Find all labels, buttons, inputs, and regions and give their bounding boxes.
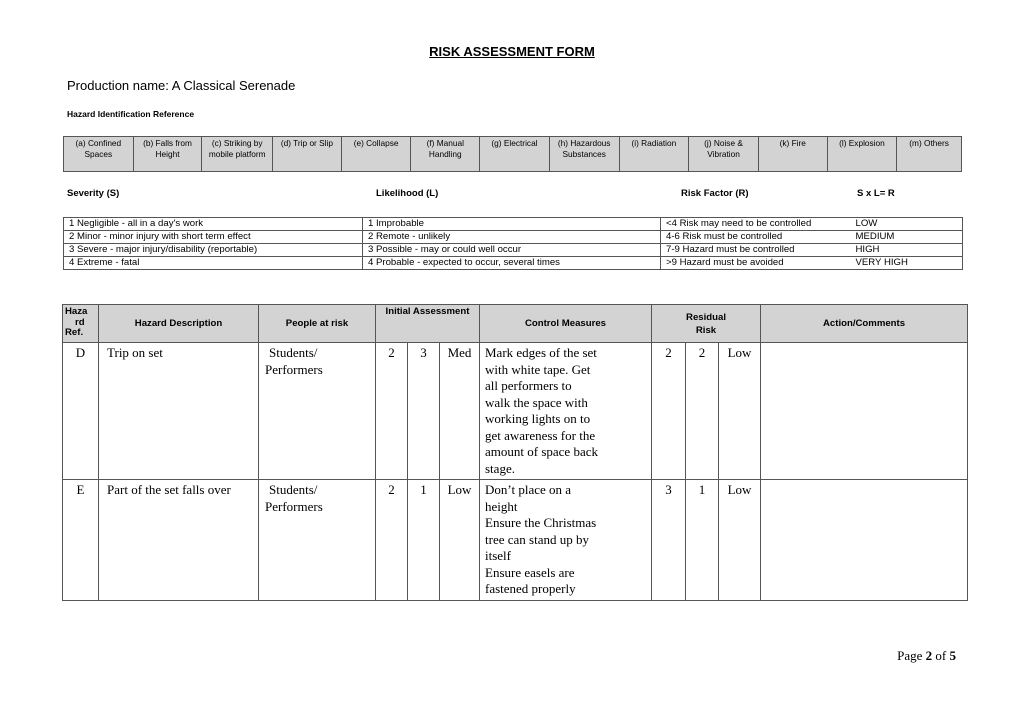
hazard-category: (j) Noise & Vibration bbox=[689, 137, 759, 172]
formula-header: S x L= R bbox=[857, 188, 895, 199]
col-header-action: Action/Comments bbox=[761, 305, 968, 343]
hazard-ref: E bbox=[63, 480, 99, 601]
risk-factor-header: Risk Factor (R) bbox=[681, 188, 749, 199]
initial-severity: 2 bbox=[376, 343, 408, 480]
initial-likelihood: 1 bbox=[408, 480, 440, 601]
people-at-risk: Students/ Performers bbox=[259, 343, 376, 480]
hazard-category: (c) Striking by mobile platform bbox=[202, 137, 273, 172]
residual-likelihood: 2 bbox=[686, 343, 719, 480]
col-header-residual: Residual Risk bbox=[652, 305, 761, 343]
table-row bbox=[63, 343, 968, 480]
hazard-ref: D bbox=[63, 343, 99, 480]
hazard-category: (g) Electrical bbox=[480, 137, 550, 172]
likelihood-header: Likelihood (L) bbox=[376, 188, 439, 199]
hazard-description: Part of the set falls over bbox=[99, 480, 259, 601]
hazard-category: (d) Trip or Slip bbox=[273, 137, 342, 172]
hazard-description: Trip on set bbox=[99, 343, 259, 480]
col-header-controls: Control Measures bbox=[480, 305, 652, 343]
col-header-ref: Haza rd Ref. bbox=[63, 305, 99, 343]
risk-table bbox=[62, 304, 968, 601]
severity-level: 1 Negligible - all in a day's work bbox=[64, 218, 363, 231]
table-row bbox=[63, 480, 968, 601]
residual-risk: Low bbox=[719, 343, 761, 480]
control-measures: Mark edges of the set with white tape. Get all performers to walk the space with working lights on to get awareness for the amount of space back stage. bbox=[480, 343, 652, 480]
severity-level: 2 Minor - minor injury with short term effect bbox=[64, 231, 363, 244]
initial-risk: Low bbox=[440, 480, 480, 601]
col-header-people: People at risk bbox=[259, 305, 376, 343]
control-measures: Don’t place on a height Ensure the Christmas tree can stand up by itself Ensure easels are fastened properly bbox=[480, 480, 652, 601]
hazard-category: (f) Manual Handling bbox=[411, 137, 480, 172]
hazard-category: (k) Fire bbox=[758, 137, 827, 172]
likelihood-level: 4 Probable - expected to occur, several times bbox=[363, 257, 661, 270]
scale-row bbox=[64, 231, 963, 244]
likelihood-level: 3 Possible - may or could well occur bbox=[363, 244, 661, 257]
hazard-category: (e) Collapse bbox=[341, 137, 411, 172]
hazard-category: (l) Explosion bbox=[827, 137, 897, 172]
risk-level: MEDIUM bbox=[851, 231, 963, 244]
residual-risk: Low bbox=[719, 480, 761, 601]
risk-level: HIGH bbox=[851, 244, 963, 257]
hazard-category: (m) Others bbox=[897, 137, 962, 172]
hazard-category: (h) Hazardous Substances bbox=[549, 137, 619, 172]
scale-row bbox=[64, 244, 963, 257]
severity-level: 3 Severe - major injury/disability (reportable) bbox=[64, 244, 363, 257]
people-at-risk: Students/ Performers bbox=[259, 480, 376, 601]
page-number: Page 2 of 5 bbox=[897, 648, 956, 663]
scale-row bbox=[64, 257, 963, 270]
risk-factor-range: >9 Hazard must be avoided bbox=[661, 257, 851, 270]
production-name: Production name: A Classical Serenade bbox=[67, 78, 296, 93]
residual-severity: 3 bbox=[652, 480, 686, 601]
scale-row bbox=[64, 218, 963, 231]
initial-likelihood: 3 bbox=[408, 343, 440, 480]
residual-severity: 2 bbox=[652, 343, 686, 480]
col-header-initial: Initial Assessment bbox=[376, 305, 480, 343]
risk-level: LOW bbox=[851, 218, 963, 231]
hazard-category: (a) Confined Spaces bbox=[64, 137, 134, 172]
hazard-categories-table bbox=[63, 136, 962, 172]
severity-header: Severity (S) bbox=[67, 188, 120, 199]
initial-severity: 2 bbox=[376, 480, 408, 601]
table-header-row bbox=[63, 305, 968, 343]
risk-factor-range: 4-6 Risk must be controlled bbox=[661, 231, 851, 244]
risk-factor-range: <4 Risk may need to be controlled bbox=[661, 218, 851, 231]
hazard-category: (i) Radiation bbox=[619, 137, 689, 172]
initial-risk: Med bbox=[440, 343, 480, 480]
action-comments bbox=[761, 480, 968, 601]
severity-level: 4 Extreme - fatal bbox=[64, 257, 363, 270]
residual-likelihood: 1 bbox=[686, 480, 719, 601]
hazard-category: (b) Falls from Height bbox=[133, 137, 202, 172]
col-header-description: Hazard Description bbox=[99, 305, 259, 343]
action-comments bbox=[761, 343, 968, 480]
scales-table bbox=[63, 217, 963, 270]
form-title: RISK ASSESSMENT FORM bbox=[429, 44, 595, 59]
likelihood-level: 1 Improbable bbox=[363, 218, 661, 231]
risk-factor-range: 7-9 Hazard must be controlled bbox=[661, 244, 851, 257]
risk-level: VERY HIGH bbox=[851, 257, 963, 270]
likelihood-level: 2 Remote - unlikely bbox=[363, 231, 661, 244]
hazard-identification-reference-label: Hazard Identification Reference bbox=[67, 109, 195, 119]
